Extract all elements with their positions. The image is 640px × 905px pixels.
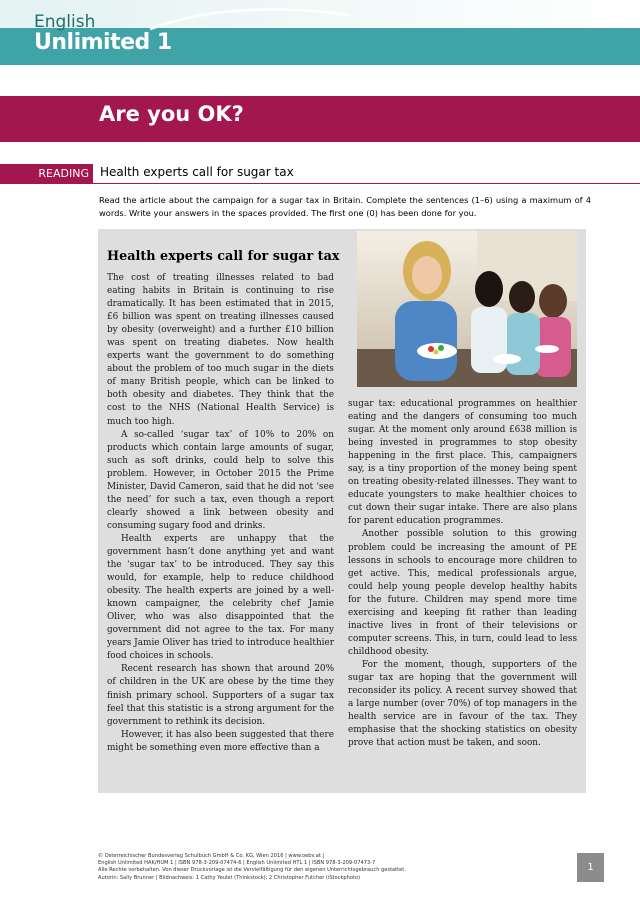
article-title: Health experts call for sugar tax — [107, 249, 340, 264]
article-column-left — [107, 272, 334, 755]
section-tag: READING — [0, 164, 93, 184]
article-photo — [357, 231, 577, 387]
footer-line: Autorin: Sally Brunner | Bildnachweis: 1 Cathy Yeulet (Thinkstock); 2 Christopher Futcher (iStockphoto) — [98, 874, 361, 881]
book-logo — [34, 14, 172, 55]
footer-line: © Österreichischer Bundesverlag Schulbuch GmbH & Co. KG, Wien 2016 | www.oebv.at | — [98, 853, 325, 859]
logo-line-unlimited: Unlimited 1 — [34, 30, 172, 55]
article-paragraph: sugar tax: educational programmes on healthier eating and the dangers of consuming too much sugar. At the moment only around £638 million is being invested in programmes to stop obesity happening in the first place. This, campaigners say, is a tiny proportion of the money being spent on treating obesity-related illnesses. They want to educate youngsters to make healthier choices to cut down their sugar intake. There are also plans for parent education programmes. — [348, 399, 577, 527]
article-paragraph: For the moment, though, supporters of the sugar tax are hoping that the government will reconsider its policy. A recent survey showed that a large number (over 70%) of top managers in the health service are in favour of the tax. They emphasise that the shocking statistics on obesity prove that action must be taken, and soon. — [348, 659, 577, 749]
swoosh-decoration — [150, 5, 350, 35]
footer-line: English Unlimited HAK/HUM 1 | ISBN 978-3-209-07474-6 | English Unlimited HTL 1 | ISBN 978-3-209-07473-7 — [98, 860, 376, 867]
section-title: Health experts call for sugar tax — [100, 165, 294, 179]
page-number: 1 — [577, 853, 604, 882]
article-paragraph: Another possible solution to this growing problem could be increasing the amount of PE lessons in schools to encourage more children to get active. This, medical professionals argue, could help young people develop healthy habits for the future. Children may spend more time exercising and keeping fit rather than leading inactive lives in front of their televisions or computer screens. This, in turn, could lead to less childhood obesity. — [348, 529, 577, 657]
brand-header — [0, 0, 640, 65]
article-column-right — [348, 398, 577, 750]
article-paragraph: Recent research has shown that around 20% of children in the UK are obese by the time they finish primary school. Supporters of a sugar tax feel that this statistic is a strong argument for the government to rethink its decision. — [107, 664, 334, 727]
unit-title-bar — [0, 96, 640, 142]
task-instructions: Read the article about the campaign for a sugar tax in Britain. Complete the sentences (1–6) using a maximum of 4 words. Write your answers in the spaces provided. The first one (0) has been done for you. — [99, 195, 591, 218]
article-paragraph: The cost of treating illnesses related to bad eating habits in Britain is continuing to rise dramatically. It has been estimated that in 2015, £6 billion was spent on treating illnesses caused by obesity (overweight) and a further £10 billion was spent on treating diabetes. Now health experts want the government to do something about the problem of too much sugar in the diets of many British people, which can be linked to both obesity and diabetes. They think that the cost to the NHS (National Health Service) is much too high. — [107, 273, 334, 427]
section-rule — [93, 183, 640, 184]
unit-title: Are you OK? — [99, 102, 244, 126]
footer-line: Alle Rechte vorbehalten. Von dieser Druckvorlage ist die Vervielfältigung für den eigenen Unterrichtsgebrauch gestattet. — [98, 867, 406, 874]
article-paragraph: Health experts are unhappy that the government hasn’t done anything yet and want the ‘sugar tax’ to be introduced. They say this would, for example, help to reduce childhood obesity. The health experts are joined by a well-known campaigner, the celebrity chef Jamie Oliver, who was also disappointed that the government did not agree to the tax. For many years Jamie Oliver has tried to introduce healthier food choices in schools. — [107, 533, 335, 662]
photo-women-eating-salad — [357, 231, 577, 387]
copyright-footer — [98, 853, 558, 882]
article-paragraph: However, it has also been suggested that there might be something even more effective than a — [107, 729, 334, 753]
logo-line-english: English — [34, 12, 96, 32]
article-paragraph: A so-called ‘sugar tax’ of 10% to 20% on products which contain large amounts of sugar, such as soft drinks, could help to solve this problem. However, in October 2015 the Prime Minister, David Cameron, said that he did not ‘see the need’ for such a tax, even though a report clearly showed a link between obesity and consuming sugary food and drinks. — [107, 429, 334, 531]
